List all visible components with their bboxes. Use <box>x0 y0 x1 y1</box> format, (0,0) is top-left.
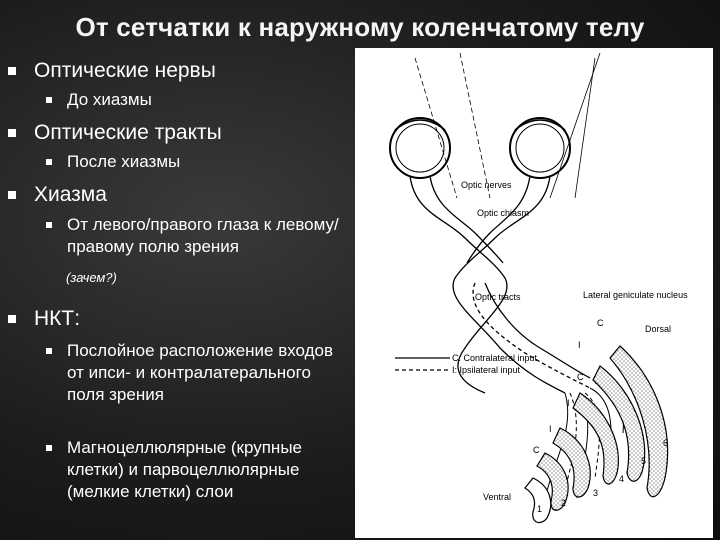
layer-number-2: 2 <box>561 498 567 508</box>
label-optic-chiasm: Optic chiasm <box>477 208 530 218</box>
slide-title: От сетчатки к наружному коленчатому телу <box>75 12 645 42</box>
sub-bullet-text: Магноцеллюлярные (крупные клетки) и парвоцеллюлярные (мелкие клетки) слои <box>67 438 302 501</box>
note-why: (зачем?) <box>66 270 117 285</box>
bullet-chiasm <box>8 182 107 208</box>
bullet-marker <box>46 97 52 103</box>
bullet-optic-tracts <box>8 120 222 146</box>
layer-number-3: 3 <box>593 488 599 498</box>
bullet-marker <box>46 222 52 228</box>
layer-mark-i: I <box>578 340 581 350</box>
bullet-marker <box>8 315 16 323</box>
layer-mark-c: C <box>597 318 604 328</box>
bullet-text: НКТ: <box>34 307 81 330</box>
label-lgn: Lateral geniculate nucleus <box>583 290 688 300</box>
layer-number-5: 5 <box>641 456 647 466</box>
label-optic-tracts: Optic tracts <box>475 292 521 302</box>
bullet-text: Оптические тракты <box>34 121 222 144</box>
sub-bullet-text: После хиазмы <box>67 152 181 171</box>
label-ventral: Ventral <box>483 492 512 502</box>
bullet-marker <box>46 348 52 354</box>
layer-mark-c: C <box>533 445 540 455</box>
layer-number-1: 1 <box>537 504 543 514</box>
bullet-lgn <box>8 306 80 332</box>
left-eye <box>390 118 450 178</box>
bullet-marker <box>8 129 16 137</box>
sub-bullet-text: От левого/правого глаза к левому/правому полю зрения <box>67 215 339 256</box>
layer-number-4: 4 <box>619 474 625 484</box>
bullet-text: Оптические нервы <box>34 59 216 82</box>
bullet-text: Хиазма <box>34 183 107 206</box>
lgn-layer-1 <box>525 478 551 523</box>
bullet-marker <box>46 445 52 451</box>
layer-mark-i: I <box>567 398 570 408</box>
layer-number-6: 6 <box>663 438 669 448</box>
bullet-marker <box>8 67 16 75</box>
sub-bullet-visual-field <box>46 214 342 258</box>
legend-contralateral: C: Contralateral input <box>452 353 538 363</box>
legend <box>395 353 538 375</box>
sub-bullet-cell-types <box>46 437 342 503</box>
bullet-marker <box>8 191 16 199</box>
right-eye <box>510 118 570 178</box>
bullet-optic-nerves <box>8 58 216 84</box>
sub-bullet-layers <box>46 340 342 406</box>
bullet-list <box>0 0 350 540</box>
label-dorsal: Dorsal <box>645 324 672 334</box>
visual-pathway-diagram <box>355 48 713 538</box>
layer-mark-i: I <box>549 424 552 434</box>
sub-bullet-after-chiasm <box>46 151 180 173</box>
bullet-marker <box>46 159 52 165</box>
legend-ipsilateral: I: Ipsilateral input <box>452 365 521 375</box>
sub-bullet-text: Послойное расположение входов от ипси- и контралатерального поля зрения <box>67 341 334 404</box>
sub-bullet-text: До хиазмы <box>67 90 152 109</box>
layer-mark-c: C <box>577 372 584 382</box>
field-lines <box>415 53 600 198</box>
sub-bullet-before-chiasm <box>46 89 152 111</box>
label-optic-nerves: Optic nerves <box>461 180 512 190</box>
